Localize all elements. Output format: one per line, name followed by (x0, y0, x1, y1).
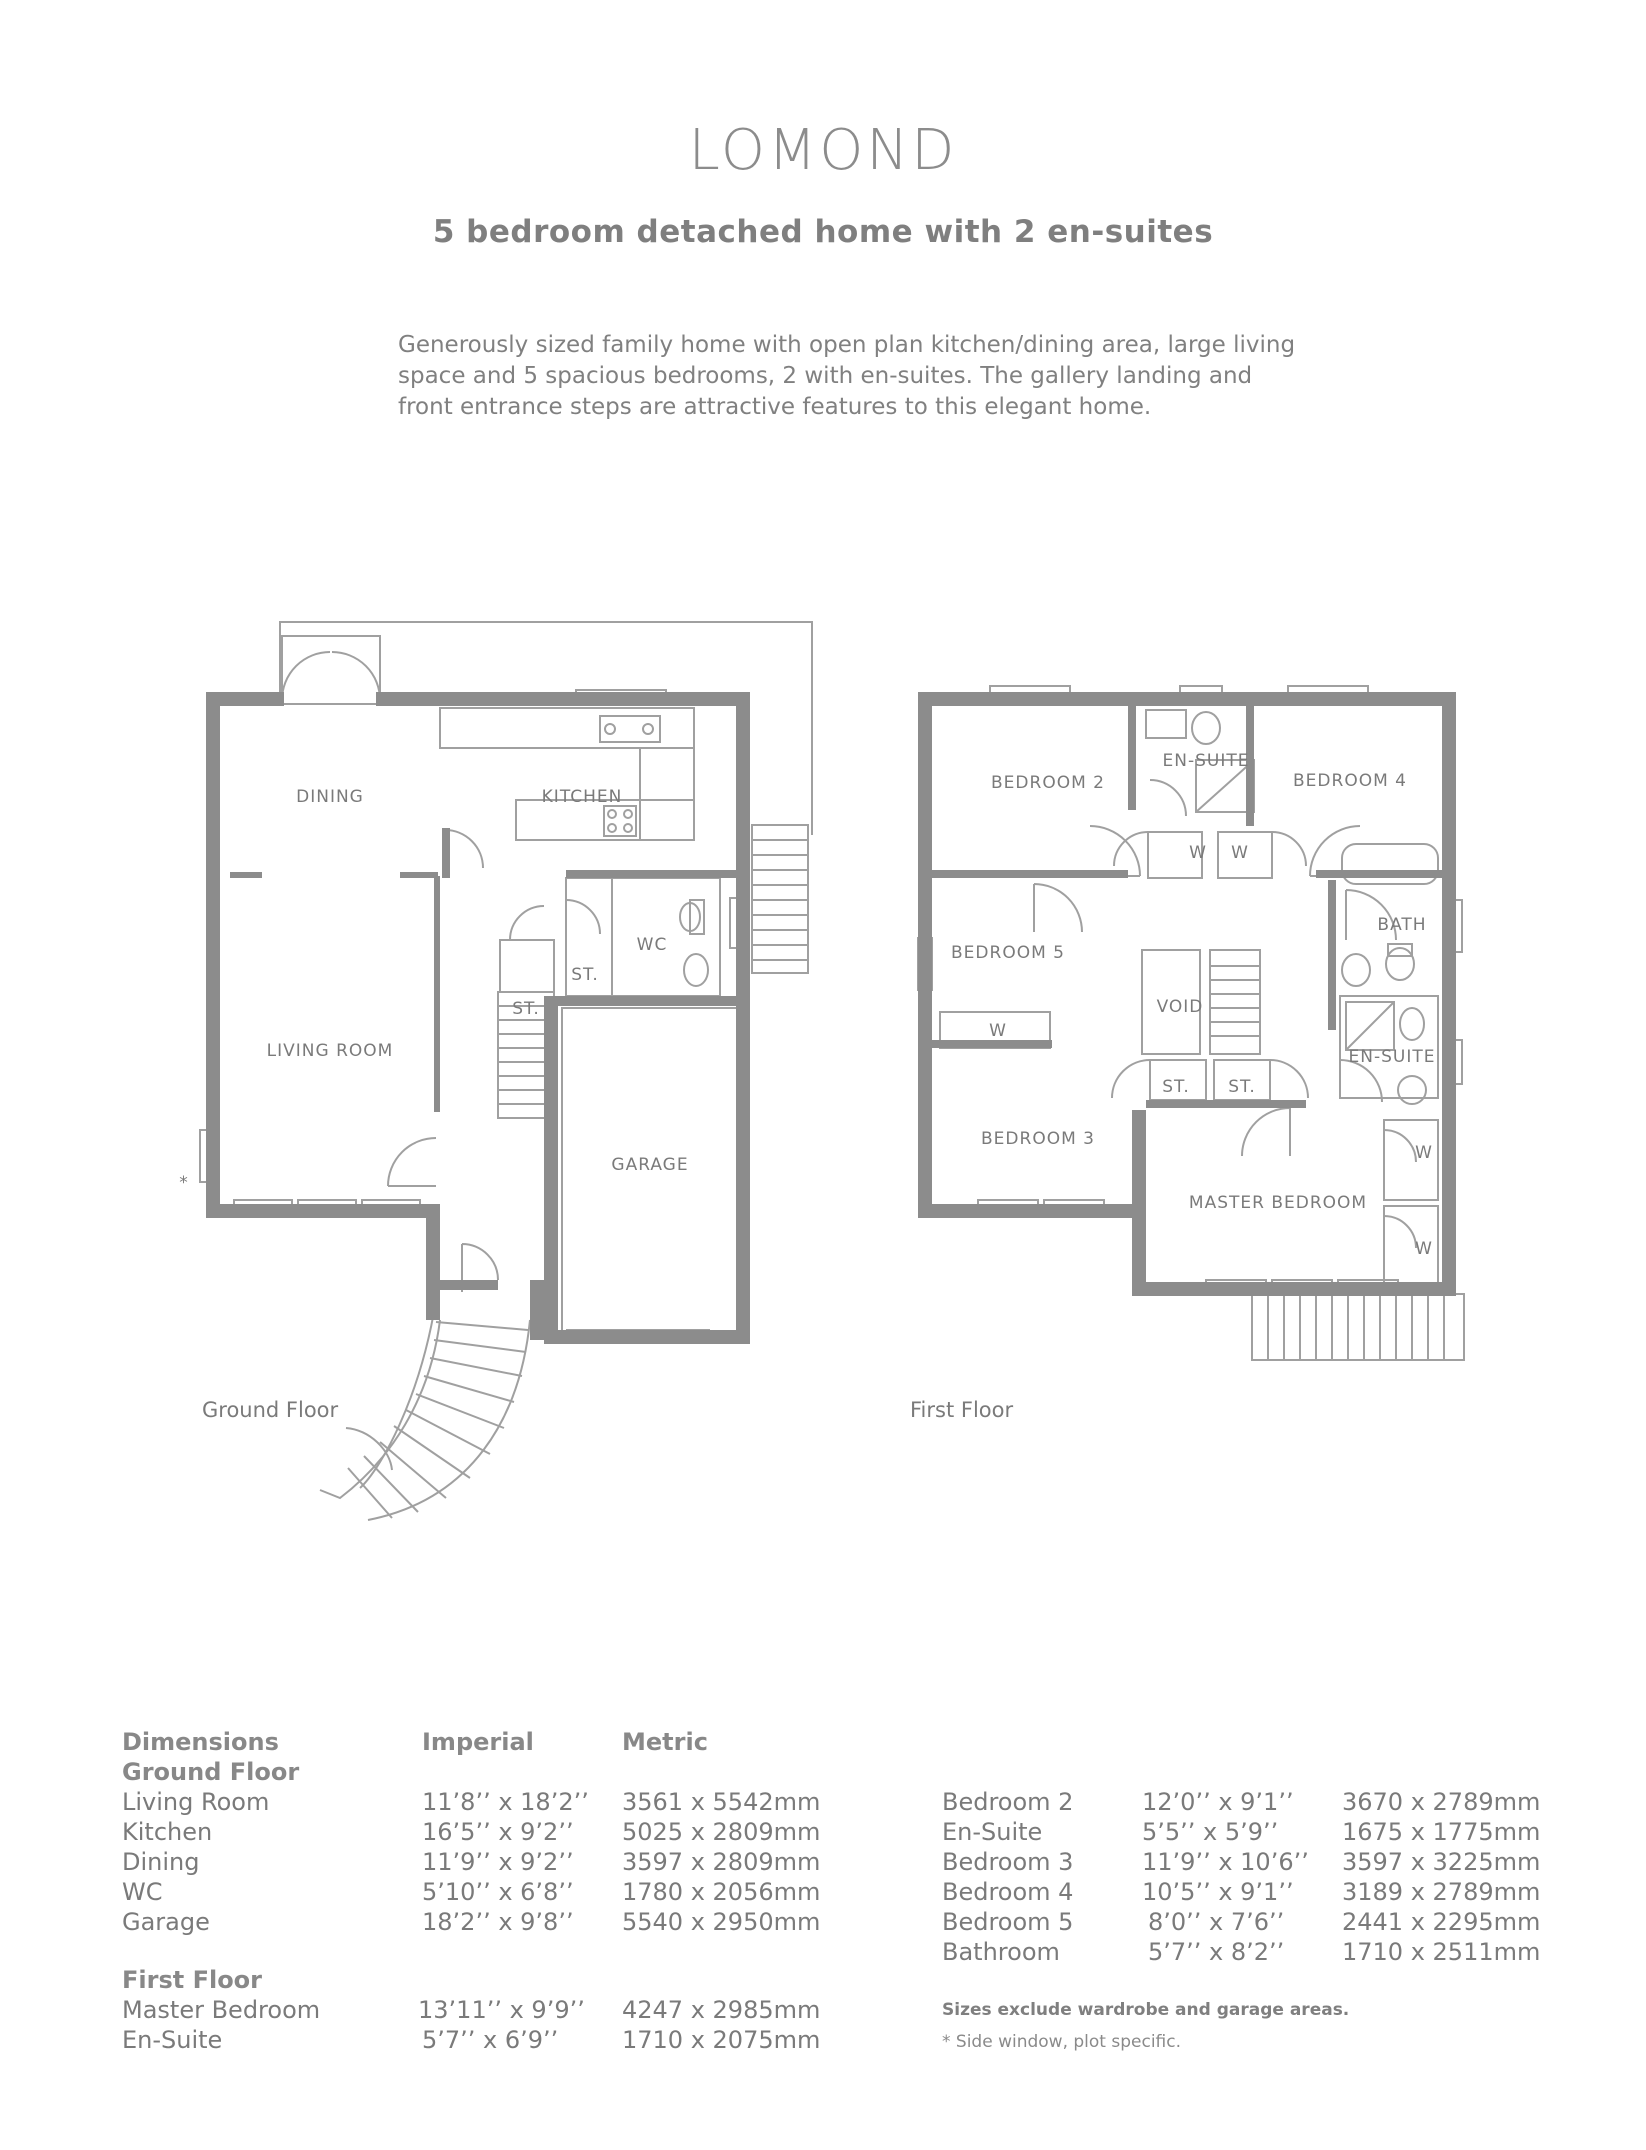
room-name: Bathroom (942, 1938, 1060, 1966)
room-name: Dining (122, 1848, 200, 1876)
ground-floor-heading: Ground Floor (122, 1758, 300, 1786)
side-window-asterisk: * (179, 1173, 189, 1193)
room-metric: 3597 x 3225mm (1342, 1848, 1541, 1876)
label-ensuite-right: EN-SUITE (1348, 1047, 1436, 1067)
label-wardrobe-1: W (1189, 843, 1207, 863)
first-floor-caption: First Floor (910, 1398, 1014, 1422)
room-imperial: 11’9’’ x 9’2’’ (422, 1848, 574, 1876)
label-garage: GARAGE (611, 1155, 689, 1175)
room-imperial: 11’9’’ x 10’6’’ (1142, 1848, 1309, 1876)
room-metric: 4247 x 2985mm (622, 1996, 821, 2024)
room-name: Master Bedroom (122, 1996, 321, 2024)
label-bedroom-2: BEDROOM 2 (991, 773, 1105, 793)
label-master-bedroom: MASTER BEDROOM (1188, 1193, 1368, 1213)
side-window-note: * Side window, plot specific. (942, 2032, 1181, 2052)
room-name: En-Suite (942, 1818, 1043, 1846)
col-header-metric: Metric (622, 1728, 708, 1756)
room-metric: 5540 x 2950mm (622, 1908, 821, 1936)
label-wardrobe-3: W (989, 1021, 1007, 1041)
room-metric: 3561 x 5542mm (622, 1788, 821, 1816)
label-bath: BATH (1377, 915, 1427, 935)
room-name: Living Room (122, 1788, 270, 1816)
room-metric: 3597 x 2809mm (622, 1848, 821, 1876)
room-metric: 3670 x 2789mm (1342, 1788, 1541, 1816)
room-imperial: 5’7’’ x 8’2’’ (1148, 1938, 1285, 1966)
label-living-room: LIVING ROOM (266, 1041, 394, 1061)
page-title: LOMOND (688, 118, 958, 183)
room-name: Bedroom 4 (942, 1878, 1074, 1906)
label-bedroom-5: BEDROOM 5 (951, 943, 1065, 963)
room-metric: 5025 x 2809mm (622, 1818, 821, 1846)
intro-line: Generously sized family home with open plan kitchen/dining area, large living (398, 332, 1296, 358)
room-imperial: 5’7’’ x 6’9’’ (422, 2026, 559, 2054)
room-imperial: 18’2’’ x 9’8’’ (422, 1908, 574, 1936)
intro-line: space and 5 spacious bedrooms, 2 with en-suites. The gallery landing and (398, 363, 1253, 389)
room-name: Garage (122, 1908, 210, 1936)
first-floor-heading: First Floor (122, 1966, 263, 1994)
room-imperial: 10’5’’ x 9’1’’ (1142, 1878, 1294, 1906)
label-wardrobe-5: W (1415, 1239, 1433, 1259)
label-void: VOID (1156, 997, 1204, 1017)
room-imperial: 13’11’’ x 9’9’’ (418, 1996, 585, 2024)
room-metric: 1710 x 2075mm (622, 2026, 821, 2054)
label-store-1: ST. (571, 965, 599, 985)
room-metric: 1780 x 2056mm (622, 1878, 821, 1906)
label-store-2: ST. (512, 999, 540, 1019)
room-imperial: 11’8’’ x 18’2’’ (422, 1788, 589, 1816)
room-metric: 1710 x 2511mm (1342, 1938, 1541, 1966)
room-imperial: 12’0’’ x 9’1’’ (1142, 1788, 1294, 1816)
room-imperial: 5’10’’ x 6’8’’ (422, 1878, 574, 1906)
sizes-note: Sizes exclude wardrobe and garage areas. (942, 2000, 1350, 2020)
ground-floor-caption: Ground Floor (202, 1398, 339, 1422)
col-header-dimensions: Dimensions (122, 1728, 279, 1756)
room-imperial: 16’5’’ x 9’2’’ (422, 1818, 574, 1846)
room-name: En-Suite (122, 2026, 223, 2054)
label-store-1: ST. (1162, 1077, 1190, 1097)
room-name: Bedroom 3 (942, 1848, 1074, 1876)
room-name: Kitchen (122, 1818, 213, 1846)
page-subtitle: 5 bedroom detached home with 2 en-suites (432, 214, 1214, 250)
room-name: Bedroom 2 (942, 1788, 1074, 1816)
room-imperial: 8’0’’ x 7’6’’ (1148, 1908, 1285, 1936)
label-ensuite-top: EN-SUITE (1162, 751, 1250, 771)
room-name: Bedroom 5 (942, 1908, 1074, 1936)
label-wardrobe-4: W (1415, 1143, 1433, 1163)
label-wc: WC (636, 935, 668, 955)
label-wardrobe-2: W (1231, 843, 1249, 863)
room-name: WC (122, 1878, 163, 1906)
room-metric: 3189 x 2789mm (1342, 1878, 1541, 1906)
label-store-2: ST. (1228, 1077, 1256, 1097)
intro-line: front entrance steps are attractive features to this elegant home. (398, 394, 1152, 420)
room-metric: 1675 x 1775mm (1342, 1818, 1541, 1846)
label-kitchen: KITCHEN (541, 787, 623, 807)
col-header-imperial: Imperial (422, 1728, 534, 1756)
room-metric: 2441 x 2295mm (1342, 1908, 1541, 1936)
label-dining: DINING (296, 787, 364, 807)
room-imperial: 5’5’’ x 5’9’’ (1142, 1818, 1279, 1846)
label-bedroom-3: BEDROOM 3 (981, 1129, 1095, 1149)
label-bedroom-4: BEDROOM 4 (1293, 771, 1407, 791)
